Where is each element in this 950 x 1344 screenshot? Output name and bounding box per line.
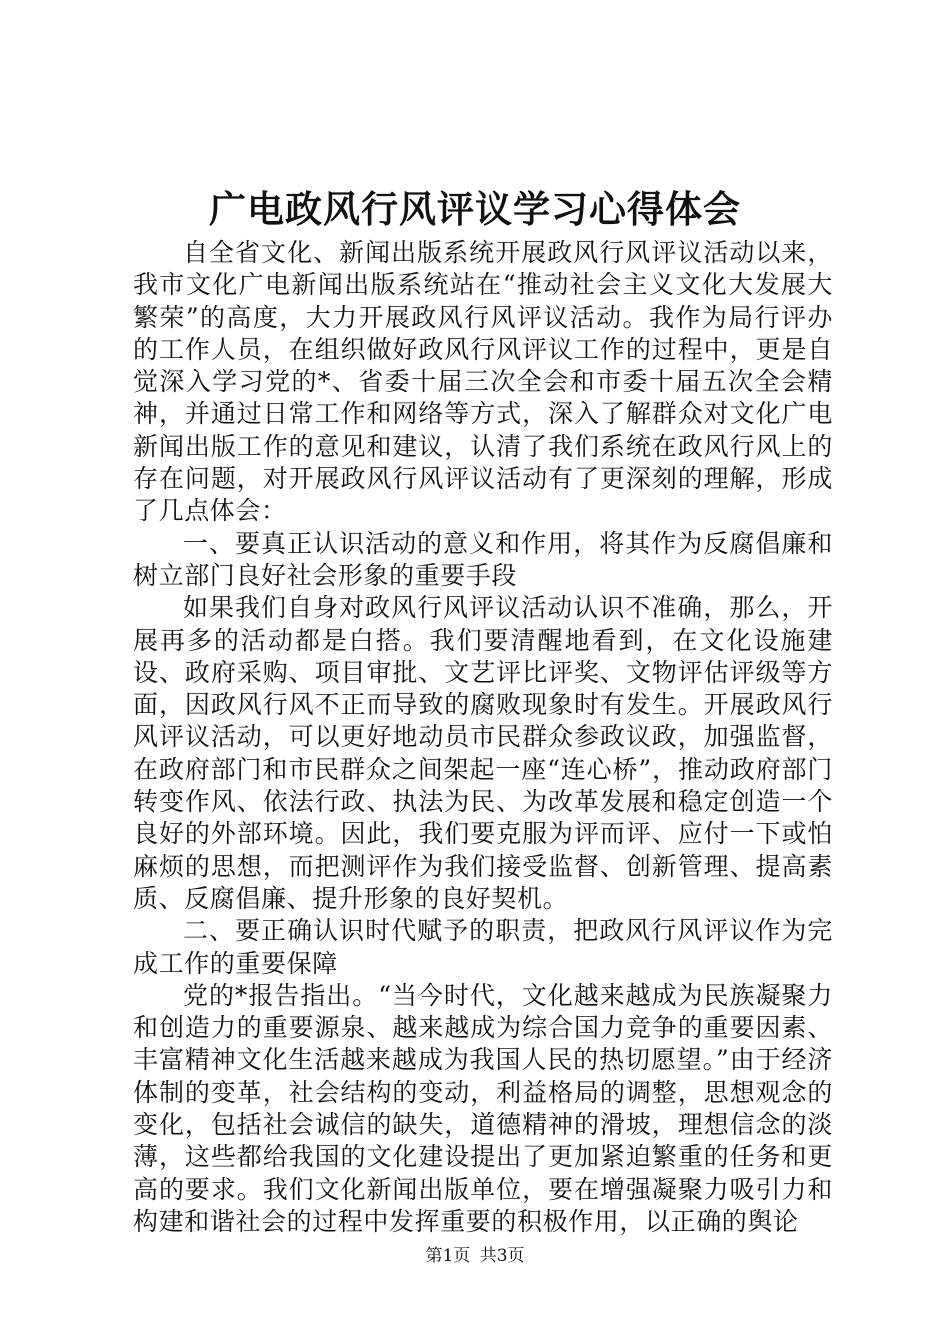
paragraph-section-1: 如果我们自身对政风行风评议活动认识不准确，那么，开展再多的活动都是白搭。我们要清醒地看到，在文化设施建设、政府采购、项目审批、文艺评比评奖、文物评估评级等方面，因政风行风不正而导致的腐败现象时有发生。开展政风行风评议活动，可以更好地动员市民群众参政议政，加强监督，在政府部门和市民群众之间架起一座“连心桥”，推动政府部门转变作风、依法行政、执法为民、为改革发展和稳定创造一个良好的外部环境。因此，我们要克服为评而评、应付一下或怕麻烦的思想，而把测评作为我们接受监督、创新管理、提高素质、反腐倡廉、提升形象的良好契机。 (133, 593, 833, 913)
section-heading-2: 二、要正确认识时代赋予的职责，把政风行风评议作为完成工作的重要保障 (133, 916, 833, 978)
paragraph-section-2: 党的*报告指出。“当今时代，文化越来越成为民族凝聚力和创造力的重要源泉、越来越成为综合国力竞争的重要因素、丰富精神文化生活越来越成为我国人民的热切愿望。”由于经济体制的变革，社会结构的变动，利益格局的调整，思想观念的变化，包括社会诚信的缺失，道德精神的滑坡，理想信念的淡薄，这些都给我国的文化建设提出了更加紧迫繁重的任务和更高的要求。我们文化新闻出版单位，要在增强凝聚力吸引力和构建和谐社会的过程中发挥重要的积极作用，以正确的舆论 (133, 980, 833, 1236)
paragraph-intro: 自全省文化、新闻出版系统开展政风行风评议活动以来，我市文化广电新闻出版系统站在“推动社会主义文化大发展大繁荣”的高度，大力开展政风行风评议活动。我作为局行评办的工作人员，在组织做好政风行风评议工作的过程中，更是自觉深入学习党的*、省委十届三次全会和市委十届五次全会精神，并通过日常工作和网络等方式，深入了解群众对文化广电新闻出版工作的意见和建议，认清了我们系统在政风行风上的存在问题，对开展政风行风评议活动有了更深刻的理解，形成了几点体会： (133, 238, 833, 526)
page-number-footer: 第1页 共3页 (425, 1246, 525, 1266)
document-body (133, 237, 833, 1238)
document-title: 广电政风行风评议学习心得体会 (209, 187, 741, 231)
section-heading-1: 一、要真正认识活动的意义和作用，将其作为反腐倡廉和树立部门良好社会形象的重要手段 (133, 528, 833, 590)
